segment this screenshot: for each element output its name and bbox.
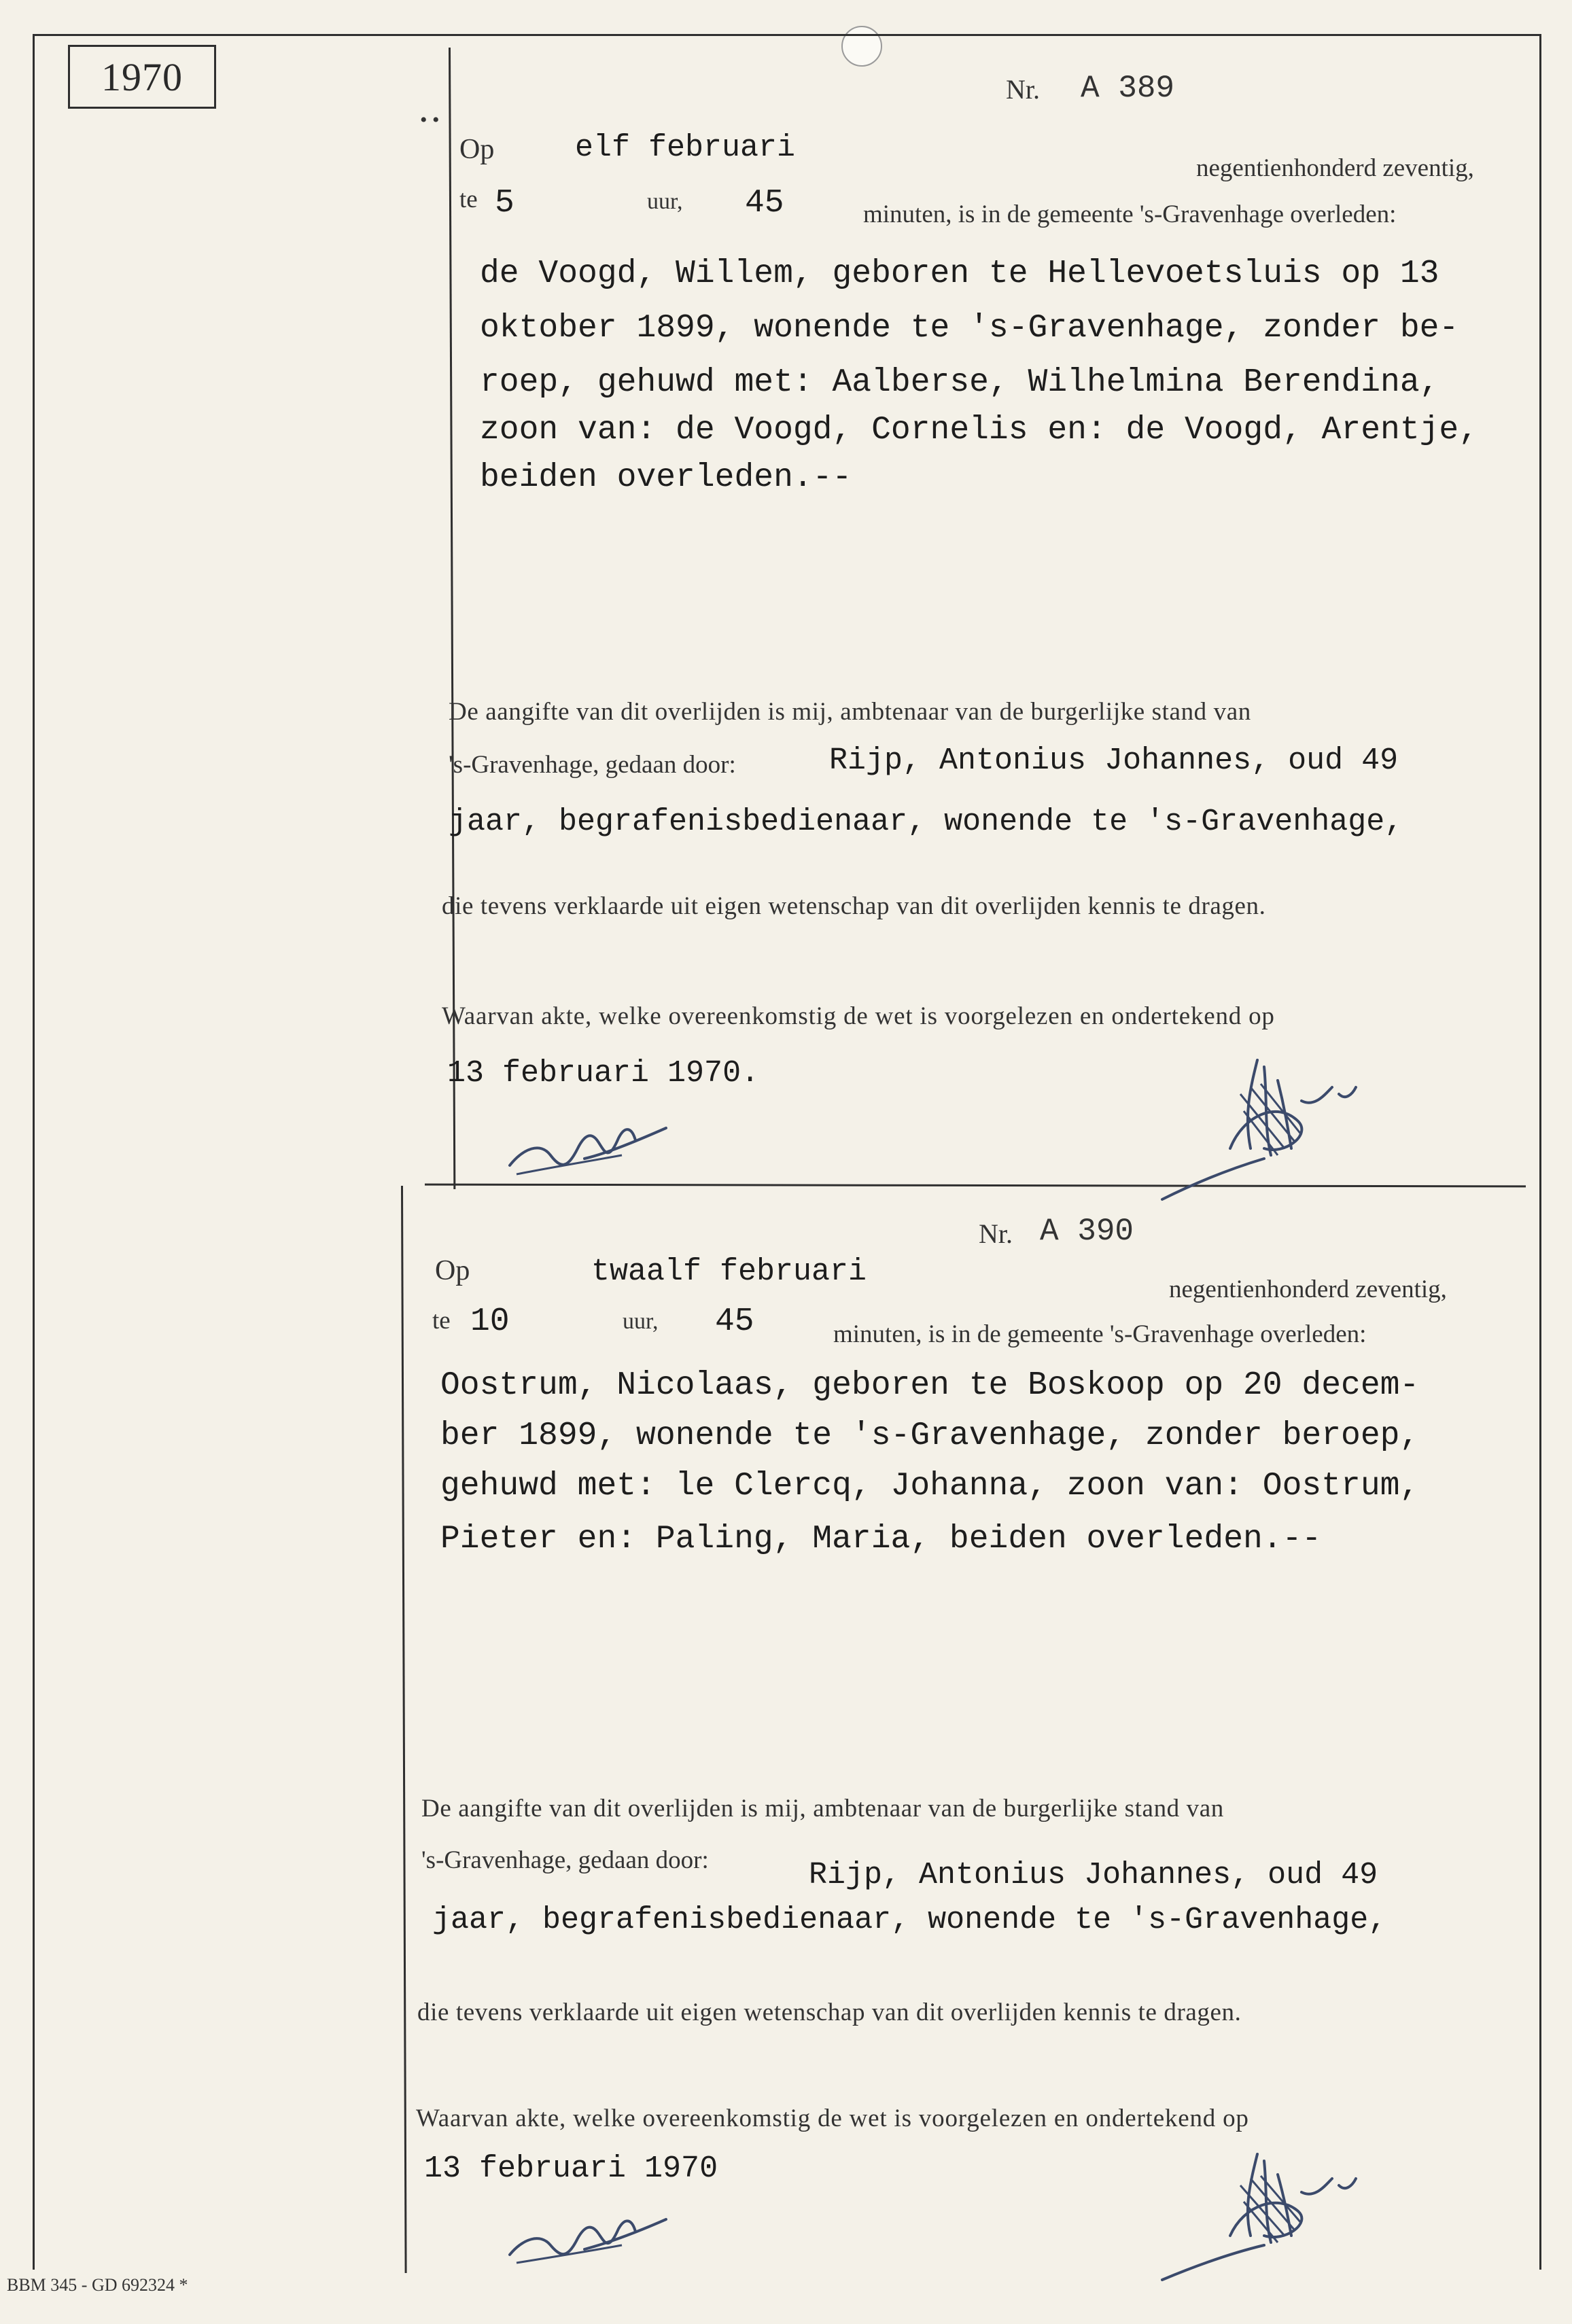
declarant-signature (503, 1101, 680, 1182)
year-box: 1970 (68, 45, 216, 109)
deceased-line-1: de Voogd, Willem, geboren te Hellevoetsluis op 13 (480, 256, 1439, 292)
knowledge-statement: die tevens verklaarde uit eigen wetenschap van dit overlijden kennis te dragen. (442, 892, 1266, 920)
record-number: A 390 (1040, 1214, 1134, 1249)
death-minutes: 45 (745, 185, 784, 222)
record-number: A 389 (1081, 71, 1175, 106)
form-footer-code: BBM 345 - GD 692324 * (7, 2275, 188, 2295)
top-border (33, 34, 1541, 36)
margin-marks: • • (420, 109, 440, 131)
declaration-line-2: 's-Gravenhage, gedaan door: (449, 751, 736, 779)
column-divider-bottom (401, 1186, 407, 2273)
deceased-line-5: beiden overleden.-- (480, 459, 852, 496)
death-date: twaalf februari (591, 1254, 867, 1289)
death-hour: 5 (495, 185, 514, 222)
declarant-name: Rijp, Antonius Johannes, oud 49 (829, 743, 1399, 778)
deceased-line-1: Oostrum, Nicolaas, geboren te Boskoop op 20 decem- (440, 1367, 1420, 1404)
death-minutes: 45 (715, 1303, 754, 1340)
record-number-label: Nr. (979, 1218, 1013, 1249)
place-phrase: minuten, is in de gemeente 's-Gravenhage overleden: (863, 200, 1397, 228)
te-label: te (432, 1307, 451, 1335)
year-in-words: negentienhonderd zeventig, (1169, 1275, 1447, 1303)
declarant-signature (503, 2195, 680, 2270)
deceased-line-3: roep, gehuwd met: Aalberse, Wilhelmina Berendina, (480, 364, 1439, 401)
deceased-line-3: gehuwd met: le Clercq, Johanna, zoon van: Oostrum, (440, 1468, 1420, 1504)
declaration-line-1: De aangifte van dit overlijden is mij, ambtenaar van de burgerlijke stand van (449, 698, 1251, 726)
uur-label: uur, (623, 1309, 659, 1334)
signing-date: 13 februari 1970 (424, 2151, 718, 2186)
place-phrase: minuten, is in de gemeente 's-Gravenhage overleden: (833, 1320, 1367, 1348)
deceased-line-4: Pieter en: Paling, Maria, beiden overleden.-- (440, 1521, 1322, 1557)
declarant-details: jaar, begrafenisbedienaar, wonende te 's-Gravenhage, (449, 805, 1403, 839)
closing-statement: Waarvan akte, welke overeenkomstig de wet is voorgelezen en ondertekend op (442, 1002, 1275, 1030)
record-number-label: Nr. (1006, 74, 1040, 105)
declaration-line-1: De aangifte van dit overlijden is mij, ambtenaar van de burgerlijke stand van (421, 1795, 1224, 1823)
declarant-name: Rijp, Antonius Johannes, oud 49 (809, 1858, 1378, 1892)
op-label: Op (435, 1255, 470, 1286)
death-date: elf februari (575, 130, 796, 165)
registrar-signature (1149, 2141, 1380, 2283)
uur-label: uur, (647, 189, 683, 214)
deceased-line-4: zoon van: de Voogd, Cornelis en: de Voogd, Arentje, (480, 412, 1479, 448)
signing-date: 13 februari 1970. (447, 1056, 760, 1091)
closing-statement: Waarvan akte, welke overeenkomstig de wet is voorgelezen en ondertekend op (416, 2105, 1249, 2132)
declarant-details: jaar, begrafenisbedienaar, wonende te 's-Gravenhage, (432, 1903, 1387, 1937)
op-label: Op (459, 134, 495, 165)
deceased-line-2: oktober 1899, wonende te 's-Gravenhage, zonder be- (480, 310, 1459, 347)
knowledge-statement: die tevens verklaarde uit eigen wetenschap van dit overlijden kennis te dragen. (417, 1999, 1242, 2026)
deceased-line-2: ber 1899, wonende te 's-Gravenhage, zonder beroep, (440, 1418, 1420, 1454)
right-border (1539, 34, 1541, 2270)
year-in-words: negentienhonderd zeventig, (1196, 154, 1474, 182)
left-border (33, 34, 35, 2270)
te-label: te (459, 186, 478, 213)
death-hour: 10 (470, 1303, 510, 1340)
punch-hole (841, 26, 882, 67)
declaration-line-2: 's-Gravenhage, gedaan door: (421, 1846, 709, 1874)
registrar-signature (1149, 1046, 1380, 1203)
